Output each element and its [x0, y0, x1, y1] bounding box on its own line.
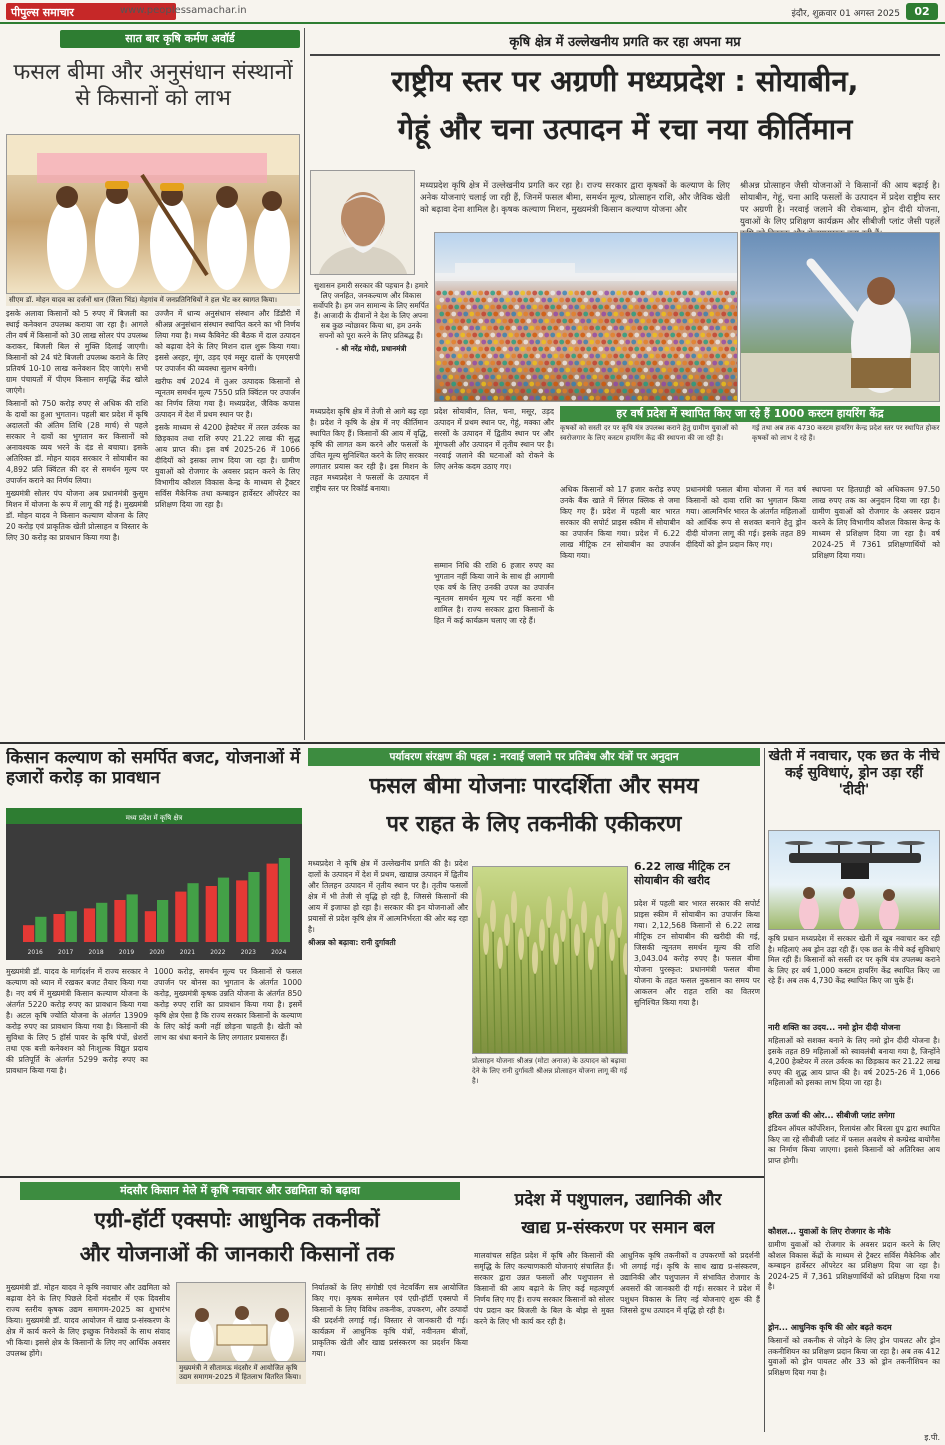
crowd-illustration — [435, 233, 738, 402]
chart-tick-label: 2017 — [58, 949, 74, 956]
wheat-field-photo — [472, 866, 628, 1054]
expo-col1b — [176, 1388, 306, 1432]
chart-title: मध्य प्रदेश में कृषि क्षेत्र — [125, 814, 183, 822]
chart-bar — [35, 917, 46, 942]
expo-headline-line2: और योजनाओं की जानकारी किसानों तक — [79, 1242, 395, 1266]
column-divider — [304, 28, 305, 740]
chart-tick-label: 2022 — [210, 949, 226, 956]
left-story-headline: फसल बीमा और अनुसंधान संस्थानों से किसानों को लाभ — [13, 60, 293, 112]
custom-hiring-sub-right: गई तथा अब तक 4730 कस्टम हायरिंग केन्द्र प्रदेश स्तर पर स्थापित होकर कृषकों को लाभ दे रहे हैं। — [752, 424, 940, 442]
drone-photo — [768, 830, 940, 930]
lead-col1: मध्यप्रदेश कृषि क्षेत्र में तेजी से आगे बढ़ रहा है। प्रदेश ने कृषि के क्षेत्र में नए कीर्तिमान स्थापित किए हैं। किसानों की आय में वृद्धि, कृषि की लागत कम करने और फसलों के उचित मूल्य सुनिश्चित करने के लिए सरकार लगातार प्रयास कर रही है। इस मिशन के तहत मध्यप्रदेश ने फसलों के उत्पादन में राष्ट्रीय स्तर पर रिकॉर्ड बनाया। — [310, 407, 428, 493]
budget-headline: किसान कल्याण को समर्पित बजट, योजनाओं में हजारों करोड़ का प्रावधान — [6, 748, 301, 789]
chart-bar — [84, 908, 95, 942]
chart-bar — [236, 880, 247, 942]
page-number: 02 — [906, 3, 938, 20]
insurance-col1 — [308, 858, 468, 1172]
chart-bar — [145, 911, 156, 942]
budget-col1: मुख्यमंत्री डॉ. यादव के मार्गदर्शन में राज्य सरकार ने कल्याण को ध्यान में रखकर बजट तैयार किया गया है। नए वर्ष में मुख्यमंत्री किसान कल्याण योजना के अंतर्गत 5220 करोड़ रुपए का प्रावधान किया गया है। अटल कृषि ज्योति योजना के अंतर्गत 13909 करोड़ रुपए का प्रावधान किया गया है। किसानों की सुविधा के लिए 5 हॉर्स पावर के कृषि पंपों, थ्रेशरों तथा एक बत्ती कनेक्शन को निःशुल्क विद्युत प्रदाय की प्रतिपूर्ति के अंतर्गत 5299 करोड़ रुपए का प्रावधान किया गया है। — [6, 967, 148, 1075]
lead-story-kicker: कृषि क्षेत्र में उल्लेखनीय प्रगति कर रहा अपना मप्र — [509, 35, 741, 50]
drone-sub1: नारी शक्ति का उदय... नमो ड्रोन दीदी योजना — [768, 1023, 901, 1032]
left-story-col2 — [155, 308, 300, 740]
soybean-subhead: 6.22 लाख मीट्रिक टन सोयाबीन की खरीद — [634, 860, 730, 887]
left-story-photo-caption: सीएम डॉ. मोहन यादव का दर्जनों धान (जिला भिंड) मेहगांव में जनप्रतिनिधियों ने हल भेंट कर स्वागत किया। — [6, 294, 300, 306]
expo-col1: मुख्यमंत्री डॉ. मोहन यादव ने कृषि नवाचार और उद्यमिता को बढ़ावा देने के लिए पिछले दिनों मंदसौर में एक दिवसीय राज्य स्तरीय कृषक उद्यम समागम-2025 का शुभारंभ किया। मुख्यमंत्री डॉ. यादव आयोजन में खाद्य प्र-संस्करण के क्षेत्र में कार्य करने के लिए इच्छुक निवेशकों के साथ संवाद भी किया। इससे क्षेत्र के किसानों के लिए नए आर्थिक अवसर उपलब्ध होंगे। — [6, 1283, 170, 1358]
insurance-subhead: श्रीअन्न को बढ़ावा: रानी दुर्गावती — [308, 938, 396, 947]
lead-col6: स्थापना पर हितग्राही को अधिकतम 97.50 लाख रुपए तक का अनुदान दिया जा रहा है। ग्रामीण युवाओं को रोजगार के अवसर प्रदान करने के लिए विभागीय कौशल विकास केन्द्र के माध्यम से प्रशिक्षण दिया जा रहा है। वर्ष 2024-25 में 7361 प्रशिक्षणार्थियों को प्रशिक्षण दिया गया। — [812, 485, 940, 560]
insurance-headline-line2: पर राहत के लिए तकनीकी एकीकरण — [386, 812, 682, 837]
drone-text5: किसानों को तकनीक से जोड़ने के लिए ड्रोन पायलट और ड्रोन तकनीशियन का प्रशिक्षण प्रदान किया जा रहा है। अब तक 412 युवाओं को ड्रोन पायलट और 33 को ड्रोन तकनीशियन का प्रशिक्षण दिया गया है। — [768, 1336, 940, 1377]
pm-quote-attribution: - श्री नरेंद्र मोदी, प्रधानमंत्री — [335, 344, 407, 353]
chart-bar — [23, 925, 34, 942]
left-story-para: इसके अलावा किसानों को 5 रुपए में बिजली का स्थाई कनेक्शन उपलब्ध कराया जा रहा है। आगले तीन वर्ष में किसानों को 30 लाख सोलर पंप उपलब्ध कराकर, बिजली बिल से मुक्ति दिलाई जाएगी। किसानों को 24 घंटे बिजली उपलब्ध कराने के लिए प्रतिवर्ष 10-10 लाख कनेक्शन दिए जाएंगे। सभी ग्राम पंचायतों में पीएम किसान समृद्धि केंद्र खोले जाएंगे। — [6, 309, 148, 395]
expo-col2: निर्यातकों के लिए संगोष्ठी एवं नेटवर्किंग सत्र आयोजित किए गए। कृषक सम्मेलन एवं एग्री-हॉर्टी एक्सपो में किसानों के लिए विविध तकनीक, उपकरण, और उत्पादों की प्रदर्शनी लगाई गई। विस्तार से जानकारी दी गई। कार्यक्रम में आधुनिक कृषि यंत्रों, नवीनतम बीजों, प्राकृतिक खेती और खाद्य प्रसंस्करण का प्रदर्शन किया गया। — [312, 1283, 468, 1358]
chart-bar — [267, 864, 278, 942]
chart-bar — [279, 858, 290, 942]
livestock-col1: मालवांचल सहित प्रदेश में कृषि और किसानों की समृद्धि के लिए कल्याणकारी योजनाएं संचालित हैं। सरकार द्वारा उन्नत फसलों और पशुपालन से किसानों की आय बढ़ाने के लिए कई महत्वपूर्ण निर्णय लिए गए हैं। राज्य सरकार किसानों को सोलर पंप प्रदान कर बिजली के बिल के बोझ से मुक्त करने के लिए भी कार्य कर रही है। — [474, 1251, 614, 1326]
drone-headline: खेती में नवाचार, एक छत के नीचे कई सुविधाएं, ड्रोन उड़ा रहीं 'दीदी' — [768, 748, 940, 798]
chart-bar — [248, 872, 259, 942]
ceremony-photo-illustration — [7, 135, 300, 294]
left-story-para: किसानों को 750 करोड़ रुपए से अधिक की राशि के दावों का हुआ भुगतान। पहली बार प्रदेश में कृषि अदालतों की अंतिम तिथि (28 मार्च) से पहले सरकार ने दावों का भुगतान कर किसानों को अनावश्यक व्यय भरने के दंड से बचाया। इसके अतिरिक्त डॉ. मोहन यादव सरकार ने सोयाबीन का 4,892 प्रति क्विंटल की दर से समर्थन मूल्य पर उपार्जन कराने का निर्णय लिया। — [6, 399, 148, 485]
pm-quote — [310, 278, 432, 396]
budget-chart-svg — [6, 808, 302, 960]
site-url[interactable]: www.peoplessamachar.in — [120, 5, 247, 16]
pm-quote-text: सुशासन हमारी सरकार की पहचान है। हमारे लिए जनहित, जनकल्याण और विकास सर्वोपरि है। हम जन सामान्य के लिए समर्पित हैं। आजादी के दीवानों ने देश के लिए अपना सब कुछ न्योछावर किया था, हम उनके सपनों को पूरा करने के लिए प्रतिबद्ध हैं। — [313, 281, 429, 340]
drone-text3: इंडियन ऑयल कॉर्पोरेशन, रिलायंस और बिरला ग्रुप द्वारा स्थापित किए जा रहे सीबीजी प्लांट में फसल अवशेष से कम्प्रेस्ड बायोगैस का निर्माण किया जाएगा। इससे किसानों को अतिरिक्त आय प्राप्त होगी। — [768, 1124, 940, 1165]
chart-bar — [187, 883, 198, 942]
chart-bar — [96, 903, 107, 942]
chart-tick-label: 2018 — [88, 949, 104, 956]
chart-bar — [157, 900, 168, 942]
chart-tick-label: 2023 — [240, 949, 256, 956]
lead-deck-left: मध्यप्रदेश कृषि क्षेत्र में उल्लेखनीय प्रगति कर रहा है। राज्य सरकार द्वारा कृषकों के कल्याण के लिए अनेक योजनाएं चलाई जा रही हैं, जिनमें फसल बीमा, समर्थन मूल्य, प्रोत्साहन राशि, और जैविक खेती को बढ़ावा देना शामिल है। कृषक कल्याण मिशन, मुख्यमंत्री किसान कल्याण योजना और — [420, 181, 730, 215]
chart-bar — [218, 878, 229, 942]
drone-illustration — [769, 831, 940, 930]
chart-bar — [114, 900, 125, 942]
budget-col2: 1000 करोड़, समर्थन मूल्य पर किसानों से फसल उपार्जन पर बोनस का भुगतान के अंतर्गत 1000 करोड़, मुख्यमंत्री कृषक उन्नति योजना के अंतर्गत 850 करोड़ रुपए राशि का प्रावधान किया गया है। इसमें कृषि क्षेत्र ऐसा है कि राज्य सरकार किसानों के कल्याण के लिए कोई कमी नहीं छोड़ना चाहती है। खेती को लाभ का धंधा बनाने के लिए लगातार प्रयासरत हैं। — [154, 967, 302, 1042]
livestock-headline-line2: खाद्य प्र-संस्करण पर समान बल — [521, 1218, 715, 1238]
chart-bar — [53, 914, 64, 942]
chart-tick-label: 2016 — [27, 949, 43, 956]
footer-initials: इ.पी. — [924, 1433, 940, 1442]
expo-photo — [176, 1282, 306, 1362]
insurance-para: मध्यप्रदेश ने कृषि क्षेत्र में उल्लेखनीय प्रगति की है। प्रदेश दालों के उत्पादन में देश में प्रथम, खाद्यान्न उत्पादन में द्वितीय और तिलहन उत्पादन में तृतीय स्थान पर है। तृतीय फसलों क्षेत्र में भी तेजी से वृद्धि हो रही है, जिससे किसानों की आय में इजाफा हो रहा है। सरकार की इन योजनाओं और प्रयासों से प्रदेश कृषि क्षेत्र में आत्मनिर्भरता की ओर बढ़ रहा है। — [308, 859, 468, 934]
left-story-para: इसके माध्यम से 4200 हेक्टेयर में तरल उर्वरक का छिड़काव तथा राशि रुपए 21.22 लाख की सुद्ध आय प्राप्त की। इस वर्ष 2025-26 में 1066 दीदियों को इसका लाभ दिया जा रहा है। ग्रामीण युवाओं को रोजगार के अवसर प्रदान करने के लिए विभागीय कौशल विकास केन्द्र के माध्यम से ट्रैक्टर सर्विस मैकेनिक तथा कम्बाइन हार्वेस्टर ऑपरेटर का प्रशिक्षण दिया जा रहा है। — [155, 423, 300, 509]
dateline: इंदौर, शुक्रवार 01 अगस्त 2025 — [791, 9, 900, 19]
pm-portrait — [310, 170, 415, 275]
chart-bar — [66, 911, 77, 942]
livestock-headline-line1: प्रदेश में पशुपालन, उद्यानिकी और — [514, 1190, 722, 1210]
left-story-para: खरीफ वर्ष 2024 में तुअर उत्पादक किसानों से न्यूनतम समर्थन मूल्य 7550 प्रति क्विंटल पर उपार्जन का निर्णय लिया गया है। मध्यप्रदेश, जैविक कपास उत्पादन में देश में प्रथम स्थान पर है। — [155, 377, 300, 419]
custom-hiring-banner: हर वर्ष प्रदेश में स्थापित किए जा रहे हैं 1000 कस्टम हायरिंग केंद्र — [560, 406, 940, 422]
cm-address-photo — [740, 232, 940, 402]
chart-tick-label: 2019 — [118, 949, 135, 956]
expo-photo-caption: मुख्यमंत्री ने सीतामऊ मंदसौर में आयोजित कृषि उद्यम समागम-2025 में हितलाभ वितरित किया। — [176, 1362, 306, 1384]
drone-sub2: हरित ऊर्जा की ओर... सीबीजी प्लांट लगेगा — [768, 1111, 895, 1120]
lead-headline-line2: गेहूं और चना उत्पादन में रचा नया कीर्तिमान — [397, 112, 853, 146]
left-story-col1 — [6, 308, 148, 740]
rally-crowd-photo — [434, 232, 738, 402]
drone-sub4: ड्रोन... आधुनिक कृषि की ओर बढ़ते कदम — [768, 1323, 892, 1332]
drone-text1: कृषि प्रधान मध्यप्रदेश में सरकार खेती में खूब नवाचार कर रही है। महिलाएं अब ड्रोन उड़ा रही हैं। एक छत के नीचे कई सुविधाएं मिल रही हैं। किसानों को सस्ती दर पर कृषि यंत्र उपलब्ध कराने के लिए हर वर्ष 1,000 कस्टम हायरिंग केंद्र स्थापित किए जा रहे हैं। अब तक 4,730 केंद्र स्थापित किए जा चुके हैं। — [768, 934, 940, 985]
insurance-col2: प्रदेश में पहली बार भारत सरकार की सपोर्ट प्राइस स्कीम में सोयाबीन का उपार्जन किया गया। 2,12,568 किसानों से 6.22 लाख मीट्रिक टन सोयाबीन की खरीदी की गई, जिसकी न्यूनतम समर्थन मूल्य की राशि 3,043.04 करोड़ रुपए है। फसल बीमा योजना पुरस्कृत: प्रधानमंत्री फसल बीमा योजना के तहत फसल नुकसान का समय पर आकलन और राहत राशि का वितरण सुनिश्चित किया गया है। — [634, 899, 760, 1007]
lead-kicker-box — [310, 30, 940, 56]
lead-col2: प्रदेश सोयाबीन, तिल, चना, मसूर, उड़द उत्पादन में प्रथम स्थान पर, गेहूं, मक्का और सरसों के उत्पादन में द्वितीय स्थान पर और मूंगफली और उत्पादन में तृतीय स्थान पर है। नरवाई जलाने की घटनाओं को रोकने के लिए अनेक कदम उठाए गए। — [434, 407, 554, 471]
chart-tick-label: 2024 — [271, 949, 287, 956]
wheat-photo-caption: प्रोत्साहन योजनाः श्रीअन्न (मोटा अनाज) के उत्पादन को बढ़ावा देने के लिए रानी दुर्गावती श्रीअन्न प्रोत्साहन योजना लागू की गई है। — [472, 1057, 628, 1085]
livestock-col2: आधुनिक कृषि तकनीकों व उपकरणों को प्रदर्शनी भी लगाई गई। कृषि के साथ खाद्य प्र-संस्करण, उद्यानिकी और पशुपालन में संभावित रोजगार के अवसरों की जानकारी दी गई। सरकार ने प्रदेश में पशुधन विकास के लिए नई योजनाएं शुरू की हैं जिससे दुग्ध उत्पादन में वृद्धि हो रही है। — [620, 1251, 760, 1315]
lead-headline-line1: राष्ट्रीय स्तर पर अग्रणी मध्यप्रदेश : सोयाबीन, — [391, 64, 859, 98]
lead-col3: सम्मान निधि की राशि 6 हजार रुपए का भुगतान नहीं किया जाने के साथ ही आगामी एक वर्ष के लिए उनकी उपज का उपार्जन न्यूनतम समर्थन मूल्य पर नहीं करना भी शामिल है। राज्य सरकार द्वारा किसानों के हित में कई कार्यक्रम चलाए जा रहे हैं। — [434, 561, 554, 625]
chart-bar — [206, 886, 217, 942]
left-story-kicker: सात बार कृषि कर्मण अवॉर्ड — [60, 30, 300, 48]
chart-bar — [127, 894, 138, 942]
expo-headline-line1: एग्री-हॉर्टी एक्सपोः आधुनिक तकनीकों — [94, 1208, 380, 1232]
masthead-logo: पीपुल्स समाचार — [6, 3, 176, 20]
chart-tick-label: 2021 — [179, 949, 196, 956]
expo-kicker: मंदसौर किसान मेले में कृषि नवाचार और उद्यमिता को बढ़ावा — [20, 1182, 460, 1200]
pm-portrait-illustration — [311, 171, 415, 275]
insurance-kicker: पर्यावरण संरक्षण की पहल : नरवाई जलाने पर प्रतिबंध और यंत्रों पर अनुदान — [308, 748, 760, 766]
lead-col5: प्रधानमंत्री फसल बीमा योजना में गत वर्ष किसानों को दावा राशि का भुगतान किया गया। आत्मनिर्भर भारत के अंतर्गत महिलाओं को आर्थिक रूप से सशक्त बनाने हेतु ड्रोन दीदी योजना लागू की गई। इसके तहत 89 दीदियों को ड्रोन प्रदान किए गए। — [686, 485, 806, 549]
left-story-para: उज्जैन में धान्य अनुसंधान संस्थान और डिंडौरी में श्रीअन्न अनुसंधान संस्थान स्थापित करने का भी निर्णय लिया गया है। मध्य कैबिनेट की बैठक में दाल उत्पादन को बढ़ावा देने के लिए मिशन दाल शुरू किया गया। इससे अरहर, मूंग, उड़द एवं मसूर दालों के एमएसपी पर उपार्जन की व्यवस्था सुलभ बनेगी। — [155, 309, 300, 373]
wheat-illustration — [473, 867, 628, 1054]
left-story-para: मुख्यमंत्री सोलर पंप योजना अब प्रधानमंत्री कुसुम मिशन में योजना के रूप में लागू की गई है। मुख्यमंत्री डॉ. मोहन यादव ने किसान कल्याण योजना के लिए 20 करोड़ एवं प्राकृतिक खेती प्रोत्साहन व विस्तार के लिए 30 करोड़ का प्रावधान किया गया है। — [6, 489, 148, 542]
chart-tick-label: 2020 — [149, 949, 165, 956]
chart-bar — [175, 892, 186, 942]
expo-illustration — [177, 1283, 306, 1362]
left-story-photo — [6, 134, 300, 294]
section-divider — [0, 1176, 764, 1178]
budget-chart — [6, 808, 302, 960]
lead-deck-right: श्रीअन्न प्रोत्साहन जैसी योजनाओं ने किसानों की आय बढ़ाई है। सोयाबीन, गेहूं, चना आदि फसलों के उत्पादन में प्रदेश राष्ट्रीय स्तर पर अग्रणी है। नरवाई जलाने की रोकथाम, ड्रोन दीदी योजना, युवाओं के लिए प्रशिक्षण कार्यक्रम और सीबीजी प्लांट जैसी पहलें — [740, 181, 940, 227]
section-divider — [0, 742, 945, 744]
lead-col4: अधिक किसानों को 17 हजार करोड़ रुपए उनके बैंक खाते में सिंगल क्लिक से जमा किए गए हैं। प्रदेश में पहली बार भारत सरकार की सपोर्ट प्राइस स्कीम में सोयाबीन का उपार्जन किया गया। प्रदेश में 6.22 लाख मीट्रिक टन सोयाबीन का उपार्जन किया गया। — [560, 485, 680, 560]
cm-address-illustration — [741, 233, 940, 402]
custom-hiring-sub-left: कृषकों को सस्ती दर पर कृषि यंत्र उपलब्ध कराने हेतु ग्रामीण युवाओं को स्वरोजगार के लिए कस्टम हायरिंग केंद्र की स्थापना की जा रही है। — [560, 424, 738, 442]
insurance-headline-line1: फसल बीमा योजनाः पारदर्शिता और समय — [369, 774, 699, 799]
column-divider — [764, 748, 765, 1432]
drone-text4: ग्रामीण युवाओं को रोजगार के अवसर प्रदान करने के लिए कौशल विकास केंद्रों के माध्यम से ट्रैक्टर सर्विस मैकेनिक और कम्बाइन हार्वेस्टर ऑपरेटर का प्रशिक्षण दिया जा रहा है। 2024-25 में 7,361 प्रशिक्षणार्थियों को प्रशिक्षण दिया गया है। — [768, 1240, 940, 1291]
drone-sub3: कौशल... युवाओं के लिए रोजगार के मौके — [768, 1227, 891, 1236]
drone-text2: महिलाओं को सशक्त बनाने के लिए नमो ड्रोन दीदी योजना है। इसके तहत 89 महिलाओं को स्वावलंबी बनाया गया है, जिन्होंने 4,200 हेक्टेयर में तरल उर्वरक का छिड़काव कर 21.22 लाख रुपए की शुद्ध आय प्राप्त की है। वर्ष 2025-26 में 1,066 महिलाओं को इसका लाभ दिया जा रहा है। — [768, 1036, 940, 1087]
